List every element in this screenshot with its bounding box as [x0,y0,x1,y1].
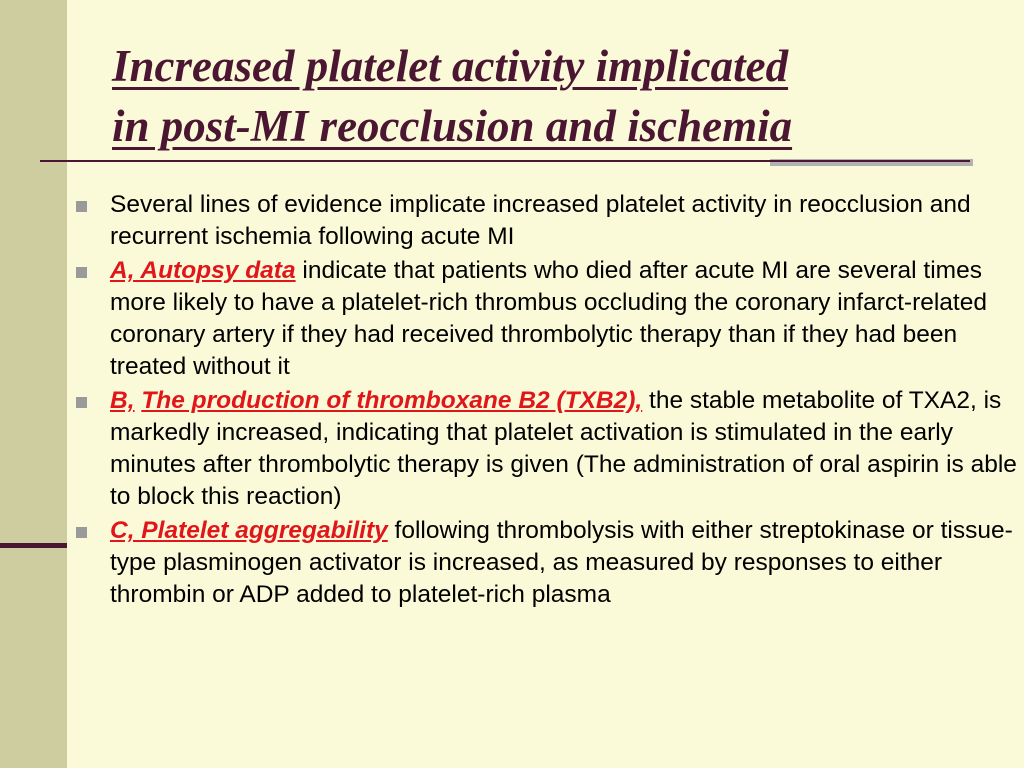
square-bullet-icon [76,527,87,538]
bullet-text: the stable metabolite of TXA2, is markedly increased, indicating that platelet activation is stimulated in the early minutes after thrombolytic therapy is given (The administration of oral aspirin is able to block this reaction) [110,387,1017,510]
bullet-highlight-label-b: B, [110,387,135,414]
square-bullet-icon [76,397,87,408]
bullet-item-3 [72,385,1017,513]
bullet-highlight-txb2: The production of thromboxane B2 (TXB2), [141,387,643,414]
bullet-text: Several lines of evidence implicate increased platelet activity in reocclusion and recurrent ischemia following acute MI [110,191,971,250]
bullet-item-1 [72,189,1017,253]
bullet-list [72,189,1017,613]
bullet-item-2 [72,255,1017,383]
left-band-accent-bar [0,543,67,548]
square-bullet-icon [76,267,87,278]
square-bullet-icon [76,201,87,212]
title-rule [40,160,970,162]
slide-title [112,36,1002,156]
left-decor-band [0,0,67,768]
bullet-highlight-aggregability: C, Platelet aggregability [110,517,388,544]
title-line-2: in post-MI reocclusion and ischemia [112,101,793,151]
title-line-1: Increased platelet activity implicated [112,41,789,91]
bullet-text: following thrombolysis with either streptokinase or tissue-type plasminogen activator is increased, as measured by responses to either thrombin or ADP added to platelet-rich plasma [110,517,1013,608]
bullet-text: indicate that patients who died after acute MI are several times more likely to have a platelet-rich thrombus occluding the coronary infarct-related coronary artery if they had received thrombolytic therapy than if they had been treated without it [110,257,987,380]
bullet-highlight-autopsy: A, Autopsy data [110,257,296,284]
bullet-item-4 [72,515,1017,611]
